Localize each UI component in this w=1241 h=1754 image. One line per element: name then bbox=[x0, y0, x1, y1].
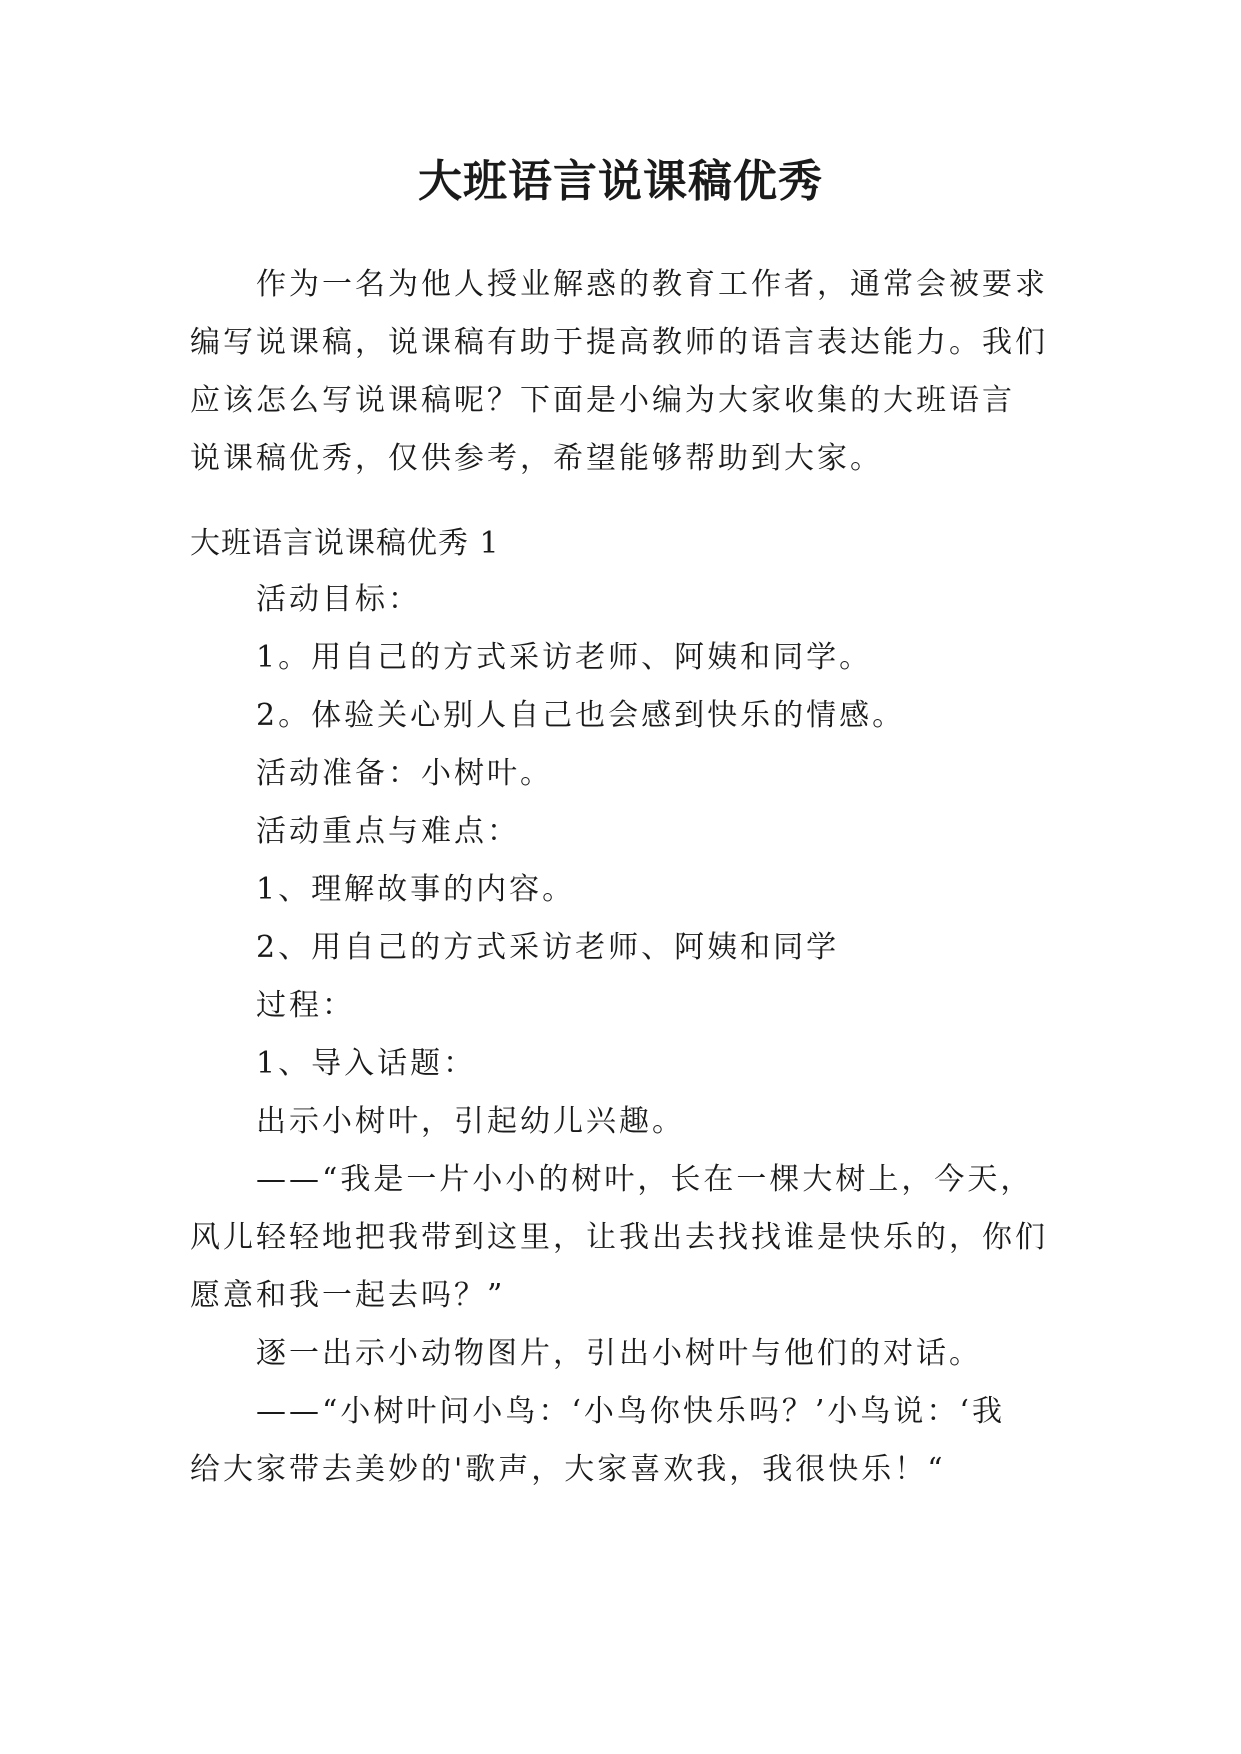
section-line: 1。用自己的方式采访老师、阿姨和同学。 bbox=[256, 640, 873, 675]
section-line: 逐一出示小动物图片，引出小树叶与他们的对话。 bbox=[256, 1336, 982, 1371]
section-line: 给大家带去美妙的'歌声，大家喜欢我，我很快乐！“ bbox=[190, 1452, 946, 1487]
section-line: 活动重点与难点： bbox=[256, 814, 520, 849]
section-line: 过程： bbox=[256, 988, 355, 1023]
section-line: ——“我是一片小小的树叶，长在一棵大树上，今天， bbox=[256, 1162, 1034, 1197]
intro-line: 应该怎么写说课稿呢？下面是小编为大家收集的大班语言 bbox=[190, 383, 1015, 418]
section-line: 活动目标： bbox=[256, 582, 421, 617]
section-body bbox=[190, 571, 1060, 1499]
intro-line: 作为一名为他人授业解惑的教育工作者，通常会被要求 bbox=[256, 267, 1048, 302]
intro-line: 说课稿优秀，仅供参考，希望能够帮助到大家。 bbox=[190, 441, 883, 476]
section-heading: 大班语言说课稿优秀 1 bbox=[190, 526, 500, 561]
section-line: 2。体验关心别人自己也会感到快乐的情感。 bbox=[256, 698, 906, 733]
intro-line: 编写说课稿，说课稿有助于提高教师的语言表达能力。我们 bbox=[190, 325, 1048, 360]
document-title: 大班语言说课稿优秀 bbox=[418, 156, 823, 207]
section-line: 愿意和我一起去吗？” bbox=[190, 1278, 506, 1313]
section-line: 风儿轻轻地把我带到这里，让我出去找找谁是快乐的，你们 bbox=[190, 1220, 1048, 1255]
section-line: 1、理解故事的内容。 bbox=[256, 872, 576, 907]
section-line: 2、用自己的方式采访老师、阿姨和同学 bbox=[256, 930, 840, 965]
section-line: 活动准备：小树叶。 bbox=[256, 756, 553, 791]
section-line: 出示小树叶，引起幼儿兴趣。 bbox=[256, 1104, 685, 1139]
intro-paragraph bbox=[190, 256, 1060, 488]
section-line: ——“小树叶问小鸟：‘小鸟你快乐吗？’小鸟说：‘我 bbox=[256, 1394, 1005, 1429]
section-line: 1、导入话题： bbox=[256, 1046, 477, 1081]
